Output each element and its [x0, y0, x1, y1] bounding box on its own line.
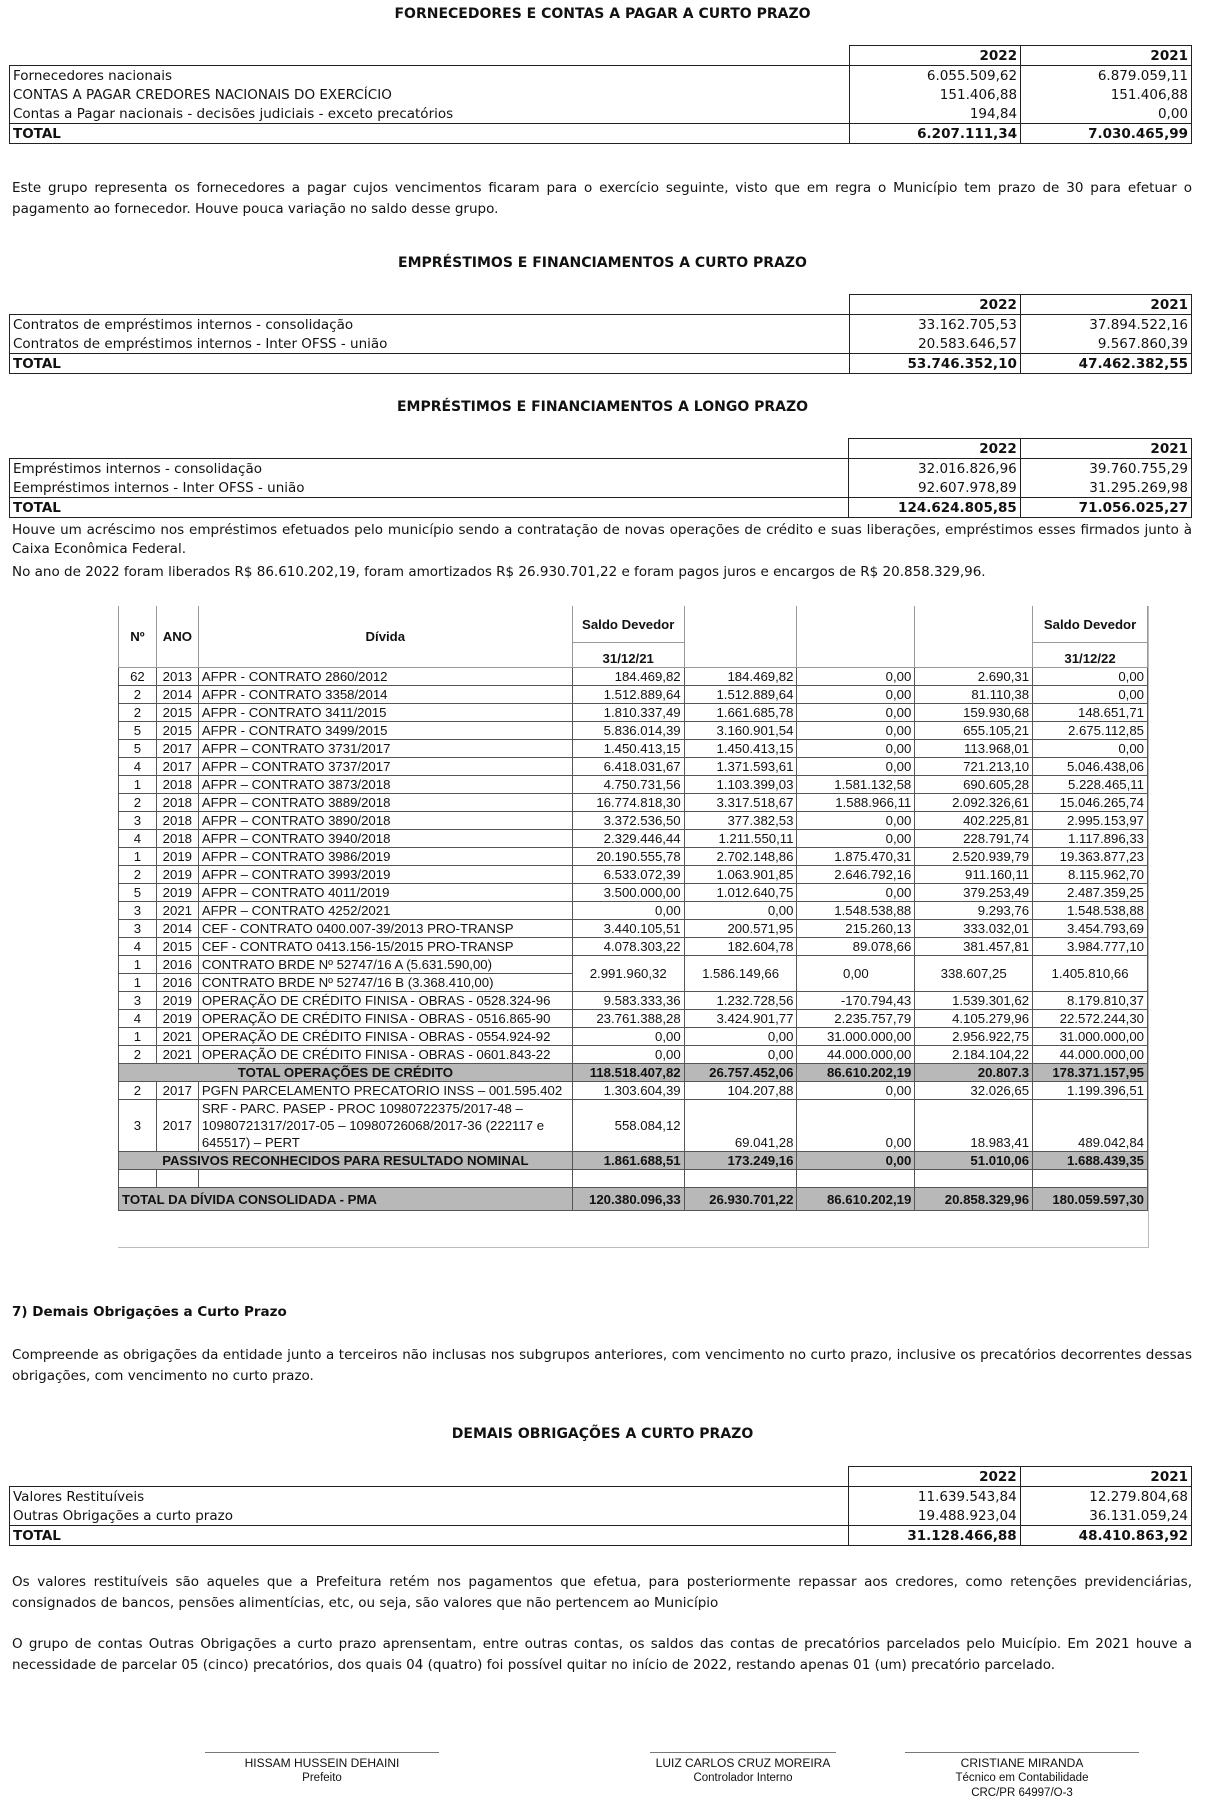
- debt-cell-jur: 381.457,81: [915, 938, 1033, 956]
- debt-cell-s21: 118.518.407,82: [572, 1064, 684, 1082]
- signature-mayor: [205, 1752, 439, 1786]
- section3-note2: No ano de 2022 foram liberados R$ 86.610.202,19, foram amortizados R$ 26.930.701,22 e foram pagos juros e encargos de R$ 20.858.329,96.: [12, 564, 986, 580]
- debt-cell-n: 2: [119, 1046, 157, 1064]
- debt-cell: 2016: [156, 974, 198, 992]
- col-header-date-2022: 31/12/22: [1033, 643, 1148, 668]
- debt-cell-div: AFPR – CONTRATO 4011/2019: [198, 884, 572, 902]
- debt-cell-s21: 6.418.031,67: [572, 758, 684, 776]
- debt-cell-jur: 2.690,31: [915, 668, 1033, 686]
- debt-cell-lib: 0,00: [797, 722, 915, 740]
- debt-cell-s21: 6.533.072,39: [572, 866, 684, 884]
- signature-role: Prefeito: [302, 1772, 342, 1784]
- debt-cell-n: 1: [119, 1028, 157, 1046]
- debt-cell-ano: 2015: [156, 704, 198, 722]
- debt-cell-jur: 333.032,01: [915, 920, 1033, 938]
- debt-cell-n: 1: [119, 776, 157, 794]
- debt-cell-am: 1.586.149,66: [684, 956, 797, 992]
- debt-cell-ano: 2017: [156, 740, 198, 758]
- debt-cell-div: OPERAÇÃO DE CRÉDITO FINISA - OBRAS - 0528.324-96: [198, 992, 572, 1010]
- debt-cell-ano: 2014: [156, 920, 198, 938]
- debt-cell-ano: 2021: [156, 902, 198, 920]
- debt-cell: 1: [119, 974, 157, 992]
- table-row: Contratos de empréstimos internos - Inter OFSS - união 20.583.646,57 9.567.860,39: [10, 334, 1192, 354]
- debt-cell-lib: 0,00: [797, 704, 915, 722]
- debt-cell-am: 1.371.593,61: [684, 758, 797, 776]
- signature-name: CRISTIANE MIRANDA: [960, 1756, 1084, 1770]
- debt-cell-ano: 2021: [156, 1046, 198, 1064]
- short-term-loans-table: 2022 2021 Contratos de empréstimos internos - consolidação 33.162.705,53 37.894.522,16 Contratos de empréstimos internos - Inter OFSS - união 20.583.646,57 9.567.860,39 TOTAL 53.746.352,10 47.462.382,55: [9, 294, 1192, 374]
- debt-cell-am: 1.103.399,03: [684, 776, 797, 794]
- debt-cell-s21: 23.761.388,28: [572, 1010, 684, 1028]
- debt-row: [119, 956, 1148, 974]
- debt-cell: CONTRATO BRDE Nº 52747/16 B (3.368.410,00): [198, 974, 572, 992]
- debt-cell-lib: 0,00: [797, 884, 915, 902]
- debt-cell-div: CEF - CONTRATO 0400.007-39/2013 PRO-TRANSP: [198, 920, 572, 938]
- section7-note1: Os valores restituíveis são aqueles que a Prefeitura retém nos pagamentos que efetua, para posteriormente repassar aos credores, como retenções previdenciárias, consignados de bancos, pensões alimentícias, etc, ou seja, são valores que não pertencem ao Município: [12, 1574, 1192, 1611]
- table-row: Empréstimos internos - consolidação 32.016.826,96 39.760.755,29: [10, 459, 1192, 479]
- signature-crc: CRC/PR 64997/O-3: [971, 1787, 1073, 1799]
- debt-row: [119, 740, 1148, 758]
- debt-cell-am: 3.317.518,67: [684, 794, 797, 812]
- debt-cell-jur: 18.983,41: [915, 1100, 1033, 1152]
- debt-cell-s21: 120.380.096,33: [572, 1188, 684, 1211]
- debt-row: [119, 1046, 1148, 1064]
- debt-cell-s22: 1.688.439,35: [1033, 1152, 1148, 1170]
- debt-cell-s21: 4.078.303,22: [572, 938, 684, 956]
- debt-row: [119, 758, 1148, 776]
- debt-cell-s22: 2.487.359,25: [1033, 884, 1148, 902]
- debt-cell-s21: 3.440.105,51: [572, 920, 684, 938]
- debt-cell-lib: 1.588.966,11: [797, 794, 915, 812]
- debt-cell-div: OPERAÇÃO DE CRÉDITO FINISA - OBRAS - 0516.865-90: [198, 1010, 572, 1028]
- debt-cell-s22: 178.371.157,95: [1033, 1064, 1148, 1082]
- section7-heading: 7) Demais Obrigações a Curto Prazo: [12, 1304, 287, 1320]
- debt-cell-lib: 0,00: [797, 812, 915, 830]
- debt-cell-s22: 22.572.244,30: [1033, 1010, 1148, 1028]
- debt-cell-n: 5: [119, 884, 157, 902]
- table-row: Outras Obrigações a curto prazo 19.488.923,04 36.131.059,24: [10, 1506, 1192, 1526]
- debt-cell-s22: 8.115.962,70: [1033, 866, 1148, 884]
- debt-cell-s21: 16.774.818,30: [572, 794, 684, 812]
- debt-cell-lib: 0,00: [797, 1082, 915, 1100]
- debt-row: [119, 866, 1148, 884]
- debt-cell-jur: 9.293,76: [915, 902, 1033, 920]
- debt-cell-jur: 4.105.279,96: [915, 1010, 1033, 1028]
- debt-cell-n: 5: [119, 722, 157, 740]
- debt-cell-ano: 2019: [156, 992, 198, 1010]
- debt-cell-lib: 2.646.792,16: [797, 866, 915, 884]
- debt-cell-am: 1.512.889,64: [684, 686, 797, 704]
- debt-cell-s22: 2.995.153,97: [1033, 812, 1148, 830]
- col-header-ano: ANO: [156, 606, 198, 668]
- debt-cell-am: 2.702.148,86: [684, 848, 797, 866]
- debt-cell-n: 4: [119, 1010, 157, 1028]
- passivos-row: [119, 1152, 1148, 1170]
- debt-cell-s22: 3.984.777,10: [1033, 938, 1148, 956]
- debt-row: [119, 686, 1148, 704]
- debt-cell-s21: 1.512.889,64: [572, 686, 684, 704]
- debt-cell-jur: 20.858.329,96: [915, 1188, 1033, 1211]
- debt-cell-s22: 0,00: [1033, 740, 1148, 758]
- debt-cell-am: 0,00: [684, 902, 797, 920]
- debt-cell-s22: 2.675.112,85: [1033, 722, 1148, 740]
- debt-cell-s21: 3.500.000,00: [572, 884, 684, 902]
- debt-cell-s21: 9.583.333,36: [572, 992, 684, 1010]
- debt-cell-s22: 8.179.810,37: [1033, 992, 1148, 1010]
- debt-cell-s21: 1.861.688,51: [572, 1152, 684, 1170]
- debt-cell-ano: 2017: [156, 1082, 198, 1100]
- total-row: TOTAL 53.746.352,10 47.462.382,55: [10, 354, 1192, 374]
- debt-cell-jur: 721.213,10: [915, 758, 1033, 776]
- debt-cell-n: 3: [119, 812, 157, 830]
- total-row: TOTAL 124.624.805,85 71.056.025,27: [10, 498, 1192, 518]
- debt-cell-lib: 0,00: [797, 830, 915, 848]
- debt-cell: 1: [119, 956, 157, 974]
- debt-cell-lib: 0,00: [797, 740, 915, 758]
- section7-title: DEMAIS OBRIGAÇÕES A CURTO PRAZO: [451, 1426, 754, 1442]
- debt-cell-div: AFPR - CONTRATO 3411/2015: [198, 704, 572, 722]
- debt-cell-jur: 2.520.939,79: [915, 848, 1033, 866]
- section7-intro: Compreende as obrigações da entidade junto a terceiros não inclusas nos subgrupos anteriores, com vencimento no curto prazo, inclusive os precatórios decorrentes dessas obrigações, com vencimento no curto prazo.: [12, 1347, 1192, 1384]
- debt-row: [119, 1100, 1148, 1152]
- debt-row: [119, 704, 1148, 722]
- debt-row: [119, 920, 1148, 938]
- table-row: CONTAS A PAGAR CREDORES NACIONAIS DO EXERCÍCIO 151.406,88 151.406,88: [10, 85, 1192, 104]
- debt-cell-am: 69.041,28: [684, 1100, 797, 1152]
- debt-cell-s22: 180.059.597,30: [1033, 1188, 1148, 1211]
- debt-cell-lib: 1.581.132,58: [797, 776, 915, 794]
- debt-cell-div: CEF - CONTRATO 0413.156-15/2015 PRO-TRANSP: [198, 938, 572, 956]
- debt-cell-lib: 0,00: [797, 758, 915, 776]
- debt-cell-jur: 2.092.326,61: [915, 794, 1033, 812]
- debt-cell-lib: 215.260,13: [797, 920, 915, 938]
- total-operations-row: [119, 1064, 1148, 1082]
- debt-cell-div: AFPR – CONTRATO 3731/2017: [198, 740, 572, 758]
- debt-cell-lib: 0,00: [797, 668, 915, 686]
- debt-cell: 2016: [156, 956, 198, 974]
- debt-cell-lib: 0,00: [797, 1152, 915, 1170]
- debt-cell-s22: 148.651,71: [1033, 704, 1148, 722]
- debt-cell-ano: 2019: [156, 884, 198, 902]
- debt-cell-label: PASSIVOS RECONHECIDOS PARA RESULTADO NOMINAL: [119, 1152, 573, 1170]
- debt-cell-jur: 2.184.104,22: [915, 1046, 1033, 1064]
- debt-cell-am: 200.571,95: [684, 920, 797, 938]
- debt-cell-s21: 0,00: [572, 902, 684, 920]
- debt-cell-ano: 2019: [156, 1010, 198, 1028]
- suppliers-table: [9, 45, 1192, 144]
- debt-cell-jur: 1.539.301,62: [915, 992, 1033, 1010]
- debt-row: [119, 668, 1148, 686]
- debt-cell-am: 377.382,53: [684, 812, 797, 830]
- debt-cell-div: SRF - PARC. PASEP - PROC 10980722375/2017-48 – 10980721317/2017-05 – 10980726068/2017-36 (222117 e 645517) – PERT: [198, 1100, 572, 1152]
- section7-note2: O grupo de contas Outras Obrigações a curto prazo aprensentam, entre outras contas, os saldos das contas de precatórios parcelados pelo Muicípio. Em 2021 houve a necessidade de parcelar 05 (cinco) precatórios, dos quais 04 (quatro) foi possível quitar no início de 2022, restando apenas 01 (um) precatório parcelado.: [12, 1636, 1192, 1673]
- other-obligations-table: 2022 2021 Valores Restituíveis 11.639.543,84 12.279.804,68 Outras Obrigações a curto prazo 19.488.923,04 36.131.059,24 TOTAL 31.128.466,88 48.410.863,92: [9, 1466, 1192, 1546]
- debt-cell-lib: 0,00: [797, 686, 915, 704]
- debt-cell-lib: 31.000.000,00: [797, 1028, 915, 1046]
- debt-cell-s22: 0,00: [1033, 686, 1148, 704]
- debt-cell-n: 3: [119, 1100, 157, 1152]
- debt-row: [119, 776, 1148, 794]
- debt-cell-div: AFPR – CONTRATO 3873/2018: [198, 776, 572, 794]
- debt-cell-jur: 51.010,06: [915, 1152, 1033, 1170]
- debt-cell-div: AFPR - CONTRATO 3499/2015: [198, 722, 572, 740]
- section3-note1: Houve um acréscimo nos empréstimos efetuados pelo município sendo a contratação de novas operações de crédito e suas liberações, empréstimos esses firmados junto à Caixa Econômica Federal.: [12, 522, 1192, 557]
- col-header-date-2021: 31/12/21: [572, 643, 684, 668]
- section1-title: FORNECEDORES E CONTAS A PAGAR A CURTO PRAZO: [394, 6, 811, 22]
- debt-cell-n: 3: [119, 902, 157, 920]
- debt-cell-div: AFPR – CONTRATO 3993/2019: [198, 866, 572, 884]
- debt-cell-div: AFPR - CONTRATO 2860/2012: [198, 668, 572, 686]
- debt-cell-s22: 5.046.438,06: [1033, 758, 1148, 776]
- debt-cell-n: 4: [119, 830, 157, 848]
- debt-cell-lib: -170.794,43: [797, 992, 915, 1010]
- debt-cell-n: 2: [119, 866, 157, 884]
- debt-cell-ano: 2015: [156, 722, 198, 740]
- total-row: TOTAL 31.128.466,88 48.410.863,92: [10, 1526, 1192, 1546]
- debt-cell-s22: 19.363.877,23: [1033, 848, 1148, 866]
- debt-cell-jur: 402.225,81: [915, 812, 1033, 830]
- debt-cell-n: 62: [119, 668, 157, 686]
- signature-role: Controlador Interno: [693, 1772, 793, 1784]
- debt-cell-s22: 44.000.000,00: [1033, 1046, 1148, 1064]
- debt-cell-jur: 228.791,74: [915, 830, 1033, 848]
- debt-cell-n: 2: [119, 686, 157, 704]
- grand-total-row: [119, 1188, 1148, 1211]
- debt-cell-label: TOTAL DA DÍVIDA CONSOLIDADA - PMA: [119, 1188, 573, 1211]
- section1-note: Este grupo representa os fornecedores a pagar cujos vencimentos ficaram para o exercício seguinte, visto que em regra o Município tem prazo de 30 para efetuar o pagamento ao fornecedor. Houve pouca variação no saldo desse grupo.: [12, 180, 1192, 217]
- debt-cell-jur: 379.253,49: [915, 884, 1033, 902]
- debt-cell-s22: 0,00: [1033, 668, 1148, 686]
- debt-cell-lib: 0,00: [797, 1100, 915, 1152]
- debt-cell-s22: 1.199.396,51: [1033, 1082, 1148, 1100]
- debt-cell-s21: 0,00: [572, 1028, 684, 1046]
- debt-cell-s21: 2.991.960,32: [572, 956, 684, 992]
- debt-cell-lib: 0,00: [797, 956, 915, 992]
- signature-role: Técnico em Contabilidade: [955, 1772, 1089, 1784]
- debt-cell-n: 1: [119, 848, 157, 866]
- table-row: Contratos de empréstimos internos - consolidação 33.162.705,53 37.894.522,16: [10, 315, 1192, 335]
- debt-cell-ano: 2017: [156, 758, 198, 776]
- debt-row: [119, 812, 1148, 830]
- debt-cell-s21: 558.084,12: [572, 1100, 684, 1152]
- debt-cell-s21: 5.836.014,39: [572, 722, 684, 740]
- debt-row: [119, 722, 1148, 740]
- debt-cell-div: AFPR – CONTRATO 3889/2018: [198, 794, 572, 812]
- year-2021-header: 2021: [1021, 46, 1192, 66]
- debt-cell-ano: 2018: [156, 794, 198, 812]
- debt-cell-ano: 2013: [156, 668, 198, 686]
- debt-cell-n: 4: [119, 938, 157, 956]
- debt-cell-div: AFPR – CONTRATO 3737/2017: [198, 758, 572, 776]
- table-row: Contas a Pagar nacionais - decisões judiciais - exceto precatórios 194,84 0,00: [10, 104, 1192, 124]
- debt-row: [119, 938, 1148, 956]
- debt-cell-lib: 86.610.202,19: [797, 1064, 915, 1082]
- debt-cell-s22: 31.000.000,00: [1033, 1028, 1148, 1046]
- debt-cell-s21: 20.190.555,78: [572, 848, 684, 866]
- debt-cell-s22: 489.042,84: [1033, 1100, 1148, 1152]
- debt-cell-s22: 1.405.810,66: [1033, 956, 1148, 992]
- debt-cell-s22: 15.046.265,74: [1033, 794, 1148, 812]
- debt-cell-s22: 5.228.465,11: [1033, 776, 1148, 794]
- debt-row: [119, 830, 1148, 848]
- debt-cell-ano: 2018: [156, 812, 198, 830]
- debt-row: [119, 1082, 1148, 1100]
- debt-cell-jur: 655.105,21: [915, 722, 1033, 740]
- debt-cell-am: 0,00: [684, 1028, 797, 1046]
- debt-cell-n: 4: [119, 758, 157, 776]
- signature-name: LUIZ CARLOS CRUZ MOREIRA: [655, 1756, 831, 1770]
- debt-cell-s21: 1.810.337,49: [572, 704, 684, 722]
- debt-cell-lib: 2.235.757,79: [797, 1010, 915, 1028]
- debt-cell-s22: 1.548.538,88: [1033, 902, 1148, 920]
- debt-cell-s21: 0,00: [572, 1046, 684, 1064]
- debt-cell-am: 3.424.901,77: [684, 1010, 797, 1028]
- debt-cell-jur: 113.968,01: [915, 740, 1033, 758]
- debt-cell-n: 5: [119, 740, 157, 758]
- debt-cell-lib: 1.875.470,31: [797, 848, 915, 866]
- debt-cell-n: 2: [119, 794, 157, 812]
- debt-cell-s21: 4.750.731,56: [572, 776, 684, 794]
- debt-cell-ano: 2015: [156, 938, 198, 956]
- debt-cell-jur: 32.026,65: [915, 1082, 1033, 1100]
- debt-cell-am: 1.012.640,75: [684, 884, 797, 902]
- debt-cell-s21: 184.469,82: [572, 668, 684, 686]
- debt-cell-am: 3.160.901,54: [684, 722, 797, 740]
- debt-cell-ano: 2021: [156, 1028, 198, 1046]
- debt-cell-jur: 159.930,68: [915, 704, 1033, 722]
- debt-cell-div: OPERAÇÃO DE CRÉDITO FINISA - OBRAS - 0554.924-92: [198, 1028, 572, 1046]
- debt-cell-jur: 690.605,28: [915, 776, 1033, 794]
- debt-cell-div: AFPR – CONTRATO 3890/2018: [198, 812, 572, 830]
- debt-cell-s21: 3.372.536,50: [572, 812, 684, 830]
- col-header-saldo-fim: Saldo Devedor: [1033, 606, 1148, 643]
- debt-cell-n: 2: [119, 1082, 157, 1100]
- debt-cell-am: 26.930.701,22: [684, 1188, 797, 1211]
- debt-cell-lib: 86.610.202,19: [797, 1188, 915, 1211]
- debt-cell-am: 0,00: [684, 1046, 797, 1064]
- debt-row: [119, 902, 1148, 920]
- signature-accountant: [905, 1752, 1139, 1801]
- debt-cell-s21: 1.303.604,39: [572, 1082, 684, 1100]
- debt-cell-lib: 44.000.000,00: [797, 1046, 915, 1064]
- debt-cell-div: AFPR – CONTRATO 4252/2021: [198, 902, 572, 920]
- debt-cell-div: AFPR - CONTRATO 3358/2014: [198, 686, 572, 704]
- debt-table: [118, 606, 1148, 1211]
- debt-cell-n: 3: [119, 920, 157, 938]
- long-term-loans-table: 2022 2021 Empréstimos internos - consolidação 32.016.826,96 39.760.755,29 Eempréstimos internos - Inter OFSS - união 92.607.978,89 31.295.269,98 TOTAL 124.624.805,85 71.056.025,27: [9, 438, 1192, 518]
- debt-cell-div: AFPR – CONTRATO 3940/2018: [198, 830, 572, 848]
- debt-cell-n: 2: [119, 704, 157, 722]
- debt-cell-am: 182.604,78: [684, 938, 797, 956]
- debt-cell-div: AFPR – CONTRATO 3986/2019: [198, 848, 572, 866]
- debt-cell-am: 1.661.685,78: [684, 704, 797, 722]
- debt-cell-jur: 81.110,38: [915, 686, 1033, 704]
- col-header-n: Nº: [119, 606, 157, 668]
- debt-row: [119, 794, 1148, 812]
- signature-name: HISSAM HUSSEIN DEHAINI: [244, 1756, 400, 1770]
- debt-row: [119, 1028, 1148, 1046]
- debt-cell-s21: 1.450.413,15: [572, 740, 684, 758]
- table-row: Valores Restituíveis 11.639.543,84 12.279.804,68: [10, 1487, 1192, 1507]
- debt-cell-lib: 89.078,66: [797, 938, 915, 956]
- debt-cell-ano: 2014: [156, 686, 198, 704]
- col-header-divida: Dívida: [198, 606, 572, 668]
- section2-title: EMPRÉSTIMOS E FINANCIAMENTOS A CURTO PRAZO: [398, 255, 807, 271]
- debt-cell-ano: 2018: [156, 830, 198, 848]
- debt-cell: CONTRATO BRDE Nº 52747/16 A (5.631.590,00): [198, 956, 572, 974]
- debt-cell-am: 1.063.901,85: [684, 866, 797, 884]
- debt-cell-jur: 911.160,11: [915, 866, 1033, 884]
- signature-controller: [650, 1752, 836, 1786]
- debt-row: [119, 1010, 1148, 1028]
- debt-cell-label: TOTAL OPERAÇÕES DE CRÉDITO: [119, 1064, 573, 1082]
- debt-cell-ano: 2019: [156, 848, 198, 866]
- total-row: TOTAL 6.207.111,34 7.030.465,99: [10, 124, 1192, 144]
- debt-header-row: [119, 606, 1148, 643]
- debt-cell-s22: 3.454.793,69: [1033, 920, 1148, 938]
- debt-cell-jur: 2.956.922,75: [915, 1028, 1033, 1046]
- debt-cell-am: 173.249,16: [684, 1152, 797, 1170]
- debt-cell-jur: 338.607,25: [915, 956, 1033, 992]
- debt-cell-ano: 2019: [156, 866, 198, 884]
- debt-cell-am: 184.469,82: [684, 668, 797, 686]
- blank-row: [119, 1170, 1148, 1188]
- debt-cell-s22: 1.117.896,33: [1033, 830, 1148, 848]
- debt-cell-am: 1.232.728,56: [684, 992, 797, 1010]
- debt-cell-lib: 1.548.538,88: [797, 902, 915, 920]
- debt-cell-ano: 2017: [156, 1100, 198, 1152]
- debt-cell-s21: 2.329.446,44: [572, 830, 684, 848]
- col-header-saldo-ini: Saldo Devedor: [572, 606, 684, 643]
- debt-row: [119, 992, 1148, 1010]
- table-row: Eempréstimos internos - Inter OFSS - união 92.607.978,89 31.295.269,98: [10, 478, 1192, 498]
- debt-cell-jur: 20.807.3: [915, 1064, 1033, 1082]
- debt-cell-am: 1.211.550,11: [684, 830, 797, 848]
- year-2022-header: 2022: [850, 46, 1021, 66]
- section3-title: EMPRÉSTIMOS E FINANCIAMENTOS A LONGO PRAZO: [396, 399, 809, 415]
- debt-row: [119, 884, 1148, 902]
- debt-cell-am: 104.207,88: [684, 1082, 797, 1100]
- table-row: Fornecedores nacionais 6.055.509,62 6.879.059,11: [10, 66, 1192, 86]
- debt-cell-div: OPERAÇÃO DE CRÉDITO FINISA - OBRAS - 0601.843-22: [198, 1046, 572, 1064]
- debt-table-container: [118, 606, 1149, 1248]
- debt-cell-am: 26.757.452,06: [684, 1064, 797, 1082]
- debt-cell-n: 3: [119, 992, 157, 1010]
- debt-cell-ano: 2018: [156, 776, 198, 794]
- debt-cell-div: PGFN PARCELAMENTO PRECATORIO INSS – 001.595.402: [198, 1082, 572, 1100]
- debt-cell-am: 1.450.413,15: [684, 740, 797, 758]
- debt-row: [119, 848, 1148, 866]
